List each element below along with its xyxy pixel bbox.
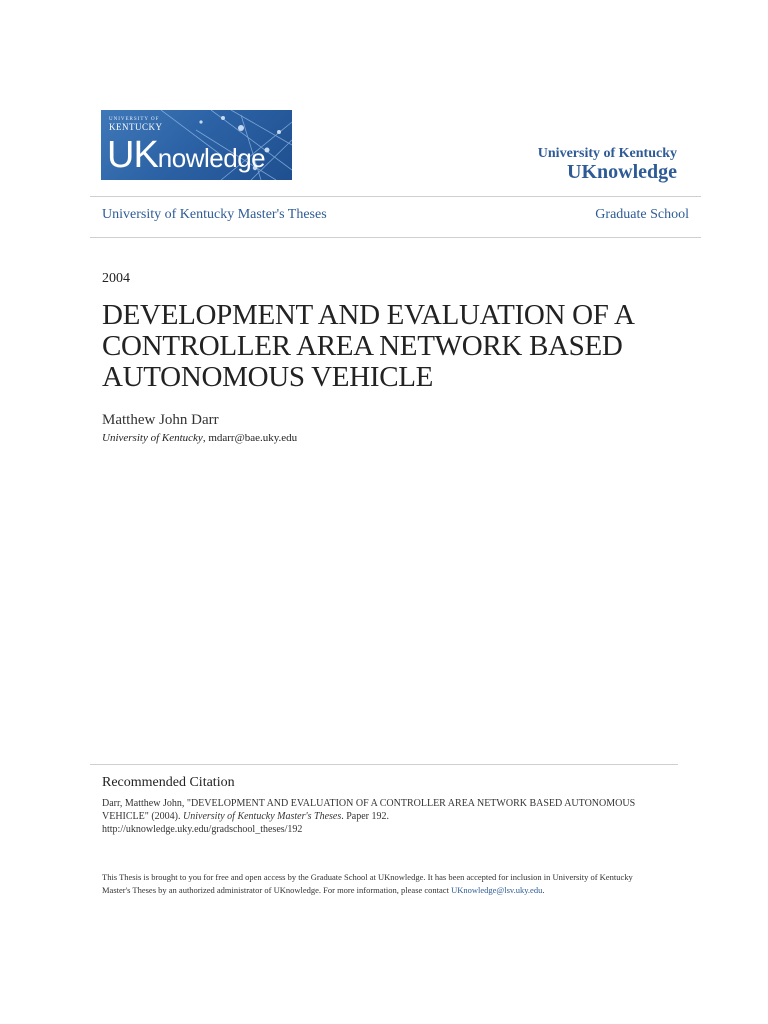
access-notice-end: . [542, 884, 545, 895]
graduate-school-link[interactable]: Graduate School [595, 207, 689, 222]
citation-series: University of Kentucky Master's Theses [183, 811, 342, 822]
citation-divider [90, 764, 678, 765]
header-repository[interactable]: UKnowledge [567, 161, 677, 183]
publication-year: 2004 [102, 271, 130, 286]
header-divider [90, 196, 701, 197]
logo-uk: UK [107, 134, 158, 176]
logo-university-of: UNIVERSITY OF [109, 117, 160, 122]
citation-text [102, 797, 662, 836]
author-name: Matthew John Darr [102, 412, 219, 428]
author-affiliation [102, 432, 297, 444]
thesis-title[interactable]: DEVELOPMENT AND EVALUATION OF A CONTROLLER AREA NETWORK BASED AUTONOMOUS VEHICLE [102, 299, 633, 393]
citation-part1: Darr, Matthew John, "DEVELOPMENT AND EVALUATION OF A CONTROLLER AREA NETWORK BASED AUTONOMOUS VEHICLE" (2004). [102, 798, 636, 822]
affiliation-email: , mdarr@bae.uky.edu [202, 432, 298, 444]
contact-email-link[interactable]: UKnowledge@lsv.uky.edu [451, 884, 543, 895]
nav-divider [90, 237, 701, 238]
affiliation-institution: University of Kentucky [102, 432, 203, 444]
logo-nowledge: nowledge [157, 143, 266, 173]
logo-kentucky: KENTUCKY [109, 122, 163, 132]
access-notice-text: This Thesis is brought to you for free and open access by the Graduate School at UKnowledge. It has been accepted for inclusion in University of Kentucky Master's Theses by an authorized administrator of UKnowledge. For more information, please contact [102, 872, 633, 895]
citation-heading: Recommended Citation [102, 775, 235, 790]
header-university[interactable]: University of Kentucky [537, 146, 677, 161]
collection-link[interactable]: University of Kentucky Master's Theses [102, 207, 327, 222]
logo-wordmark [107, 134, 265, 177]
uknowledge-logo[interactable] [101, 110, 292, 180]
citation-url[interactable]: http://uknowledge.uky.edu/gradschool_theses/192 [102, 824, 303, 835]
access-notice [102, 871, 662, 896]
citation-part2: . Paper 192. [341, 811, 390, 822]
